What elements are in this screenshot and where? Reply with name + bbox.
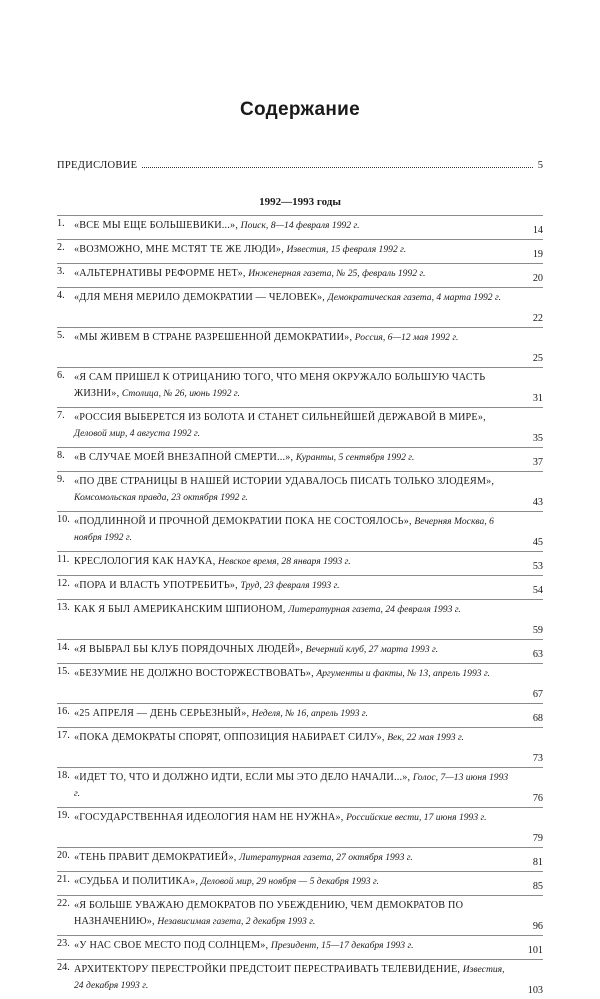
entry-title: КРЕСЛОЛОГИЯ КАК НАУКА, — [74, 556, 216, 567]
entry-number: 21. — [57, 874, 70, 885]
entry-source: Невское время, 28 января 1993 г. — [218, 556, 351, 567]
entry-page: 45 — [532, 537, 543, 548]
entry-page: 59 — [532, 625, 543, 636]
entry-page: 35 — [532, 433, 543, 444]
toc-entry[interactable] — [57, 807, 543, 847]
toc-entry[interactable] — [57, 663, 543, 703]
toc-entry[interactable] — [57, 599, 543, 639]
entry-number: 6. — [57, 370, 65, 381]
entry-page: 103 — [527, 985, 543, 996]
entry-page: 85 — [532, 881, 543, 892]
toc-entry[interactable] — [57, 895, 543, 935]
toc-entry[interactable] — [57, 551, 543, 575]
entry-title: «ИДЕТ ТО, ЧТО И ДОЛЖНО ИДТИ, ЕСЛИ МЫ ЭТО ДЕЛО НАЧАЛИ...», — [74, 772, 411, 783]
entry-title: «ВОЗМОЖНО, МНЕ МСТЯТ ТЕ ЖЕ ЛЮДИ», — [74, 244, 284, 255]
entry-title: «ПОРА И ВЛАСТЬ УПОТРЕБИТЬ», — [74, 580, 238, 591]
preface-label: ПРЕДИСЛОВИЕ — [57, 160, 138, 171]
entry-number: 16. — [57, 706, 70, 717]
toc-entry[interactable] — [57, 327, 543, 367]
toc-entry[interactable] — [57, 727, 543, 767]
entry-page: 22 — [532, 313, 543, 324]
entry-number: 15. — [57, 666, 70, 677]
entry-page: 73 — [532, 753, 543, 764]
entry-page: 43 — [532, 497, 543, 508]
entry-page: 96 — [532, 921, 543, 932]
entry-number: 19. — [57, 810, 70, 821]
toc-entry[interactable] — [57, 639, 543, 663]
entry-page: 37 — [532, 457, 543, 468]
entry-number: 10. — [57, 514, 70, 525]
toc-entry[interactable] — [57, 263, 543, 287]
entry-number: 5. — [57, 330, 65, 341]
entry-source: Россия, 6—12 мая 1992 г. — [354, 332, 459, 343]
toc-entry[interactable] — [57, 703, 543, 727]
entry-source: Поиск, 8—14 февраля 1992 г. — [240, 220, 360, 231]
toc-entry[interactable] — [57, 407, 543, 447]
toc-entry[interactable] — [57, 287, 543, 327]
entry-source: Независимая газета, 2 декабря 1993 г. — [157, 916, 316, 927]
toc-entry[interactable] — [57, 767, 543, 807]
page-title: Содержание — [239, 99, 361, 120]
entry-source: Вечерний клуб, 27 марта 1993 г. — [305, 644, 439, 655]
entry-page: 31 — [532, 393, 543, 404]
entry-title: «РОССИЯ ВЫБЕРЕТСЯ ИЗ БОЛОТА И СТАНЕТ СИЛЬНЕЙШЕЙ ДЕРЖАВОЙ В МИРЕ», — [74, 412, 486, 423]
toc-entry[interactable] — [57, 847, 543, 871]
entry-source: Инженерная газета, № 25, февраль 1992 г. — [248, 268, 426, 279]
entry-number: 14. — [57, 642, 70, 653]
entry-source: Куранты, 5 сентября 1992 г. — [295, 452, 415, 463]
entry-number: 8. — [57, 450, 65, 461]
toc-entry[interactable] — [57, 239, 543, 263]
entry-source: Деловой мир, 29 ноября — 5 декабря 1993 г. — [200, 876, 380, 887]
entry-source: Литературная газета, 24 февраля 1993 г. — [288, 604, 461, 615]
entry-number: 11. — [57, 554, 70, 565]
entry-number: 18. — [57, 770, 70, 781]
leader-dots — [142, 167, 532, 168]
entry-number: 23. — [57, 938, 70, 949]
entry-title: «БЕЗУМИЕ НЕ ДОЛЖНО ВОСТОРЖЕСТВОВАТЬ», — [74, 668, 314, 679]
entry-source: Литературная газета, 27 октября 1993 г. — [239, 852, 413, 863]
entry-page: 63 — [532, 649, 543, 660]
toc-entry[interactable] — [57, 871, 543, 895]
entry-number: 3. — [57, 266, 65, 277]
entry-title: «ПОКА ДЕМОКРАТЫ СПОРЯТ, ОППОЗИЦИЯ НАБИРАЕТ СИЛУ», — [74, 732, 385, 743]
entry-title: «25 АПРЕЛЯ — ДЕНЬ СЕРЬЕЗНЫЙ», — [74, 708, 250, 719]
entry-source: Столица, № 26, июнь 1992 г. — [121, 388, 240, 399]
entry-page: 101 — [527, 945, 543, 956]
entry-title: «ПОДЛИННОЙ И ПРОЧНОЙ ДЕМОКРАТИИ ПОКА НЕ СОСТОЯЛОСЬ», — [74, 516, 412, 527]
entry-title: КАК Я БЫЛ АМЕРИКАНСКИМ ШПИОНОМ, — [74, 604, 286, 615]
toc-entry[interactable] — [57, 447, 543, 471]
toc-entry[interactable] — [57, 575, 543, 599]
entry-page: 81 — [532, 857, 543, 868]
preface-page: 5 — [537, 160, 543, 171]
entry-page: 25 — [532, 353, 543, 364]
toc-entry[interactable] — [57, 959, 543, 999]
toc-entry[interactable] — [57, 511, 543, 551]
entry-source: Вечерняя Москва, 6 ноября 1992 г. — [74, 516, 494, 543]
entry-number: 7. — [57, 410, 65, 421]
entry-source: Деловой мир, 4 августа 1992 г. — [74, 428, 201, 439]
entry-number: 22. — [57, 898, 70, 909]
entry-page: 20 — [532, 273, 543, 284]
entry-source: Комсомольская правда, 23 октября 1992 г. — [74, 492, 248, 503]
entry-title: «СУДЬБА И ПОЛИТИКА», — [74, 876, 199, 887]
entry-source: Аргументы и факты, № 13, апрель 1993 г. — [316, 668, 490, 679]
entry-page: 67 — [532, 689, 543, 700]
toc-preface-row[interactable] — [57, 160, 543, 171]
entry-source: Известия, 15 февраля 1992 г. — [286, 244, 407, 255]
entry-number: 2. — [57, 242, 65, 253]
entry-page: 79 — [532, 833, 543, 844]
entry-title: «ДЛЯ МЕНЯ МЕРИЛО ДЕМОКРАТИИ — ЧЕЛОВЕК», — [74, 292, 326, 303]
entry-title: «ГОСУДАРСТВЕННАЯ ИДЕОЛОГИЯ НАМ НЕ НУЖНА», — [74, 812, 344, 823]
entry-source: Российские вести, 17 июня 1993 г. — [346, 812, 487, 823]
entry-source: Неделя, № 16, апрель 1993 г. — [251, 708, 368, 719]
entry-number: 12. — [57, 578, 70, 589]
entry-title: «МЫ ЖИВЕМ В СТРАНЕ РАЗРЕШЕННОЙ ДЕМОКРАТИИ», — [74, 332, 353, 343]
toc-entry[interactable] — [57, 215, 543, 239]
entry-title: «ТЕНЬ ПРАВИТ ДЕМОКРАТИЕЙ», — [74, 852, 237, 863]
entry-title: «ПО ДВЕ СТРАНИЦЫ В НАШЕЙ ИСТОРИИ УДАВАЛОСЬ ПИСАТЬ ТОЛЬКО ЗЛОДЕЯМ», — [74, 476, 495, 487]
entry-title: «ВСЕ МЫ ЕЩЕ БОЛЬШЕВИКИ...», — [74, 220, 239, 231]
entry-number: 24. — [57, 962, 70, 973]
entry-title: «АЛЬТЕРНАТИВЫ РЕФОРМЕ НЕТ», — [74, 268, 246, 279]
entry-number: 1. — [57, 218, 65, 229]
entry-page: 68 — [532, 713, 543, 724]
entry-source: Президент, 15—17 декабря 1993 г. — [270, 940, 414, 951]
entry-page: 54 — [532, 585, 543, 596]
entry-title: «Я БОЛЬШЕ УВАЖАЮ ДЕМОКРАТОВ ПО УБЕЖДЕНИЮ, ЧЕМ ДЕМОКРАТОВ ПО НАЗНАЧЕНИЮ», — [74, 900, 464, 927]
entry-title: «В СЛУЧАЕ МОЕЙ ВНЕЗАПНОЙ СМЕРТИ...», — [74, 452, 294, 463]
section-heading: 1992—1993 годы — [259, 196, 341, 208]
entry-source: Век, 22 мая 1993 г. — [387, 732, 464, 743]
entry-number: 20. — [57, 850, 70, 861]
entry-page: 76 — [532, 793, 543, 804]
entry-page: 53 — [532, 561, 543, 572]
entry-source: Известия, 24 декабря 1993 г. — [74, 964, 505, 991]
entry-number: 13. — [57, 602, 70, 613]
entry-page: 19 — [532, 249, 543, 260]
entry-title: «У НАС СВОЕ МЕСТО ПОД СОЛНЦЕМ», — [74, 940, 269, 951]
toc-entry[interactable] — [57, 367, 543, 407]
entry-page: 14 — [532, 225, 543, 236]
entry-number: 4. — [57, 290, 65, 301]
entry-title: «Я САМ ПРИШЕЛ К ОТРИЦАНИЮ ТОГО, ЧТО МЕНЯ ОКРУЖАЛО БОЛЬШУЮ ЧАСТЬ ЖИЗНИ», — [74, 372, 486, 399]
entry-number: 17. — [57, 730, 70, 741]
entry-source: Демократическая газета, 4 марта 1992 г. — [327, 292, 501, 303]
entry-title: «Я ВЫБРАЛ БЫ КЛУБ ПОРЯДОЧНЫХ ЛЮДЕЙ», — [74, 644, 304, 655]
entry-title: АРХИТЕКТОРУ ПЕРЕСТРОЙКИ ПРЕДСТОИТ ПЕРЕСТРАИВАТЬ ТЕЛЕВИДЕНИЕ, — [74, 964, 461, 975]
entry-number: 9. — [57, 474, 65, 485]
entry-source: Труд, 23 февраля 1993 г. — [240, 580, 340, 591]
toc-entry[interactable] — [57, 471, 543, 511]
entry-source: Голос, 7—13 июня 1993 г. — [74, 772, 509, 799]
toc-list — [57, 215, 543, 999]
